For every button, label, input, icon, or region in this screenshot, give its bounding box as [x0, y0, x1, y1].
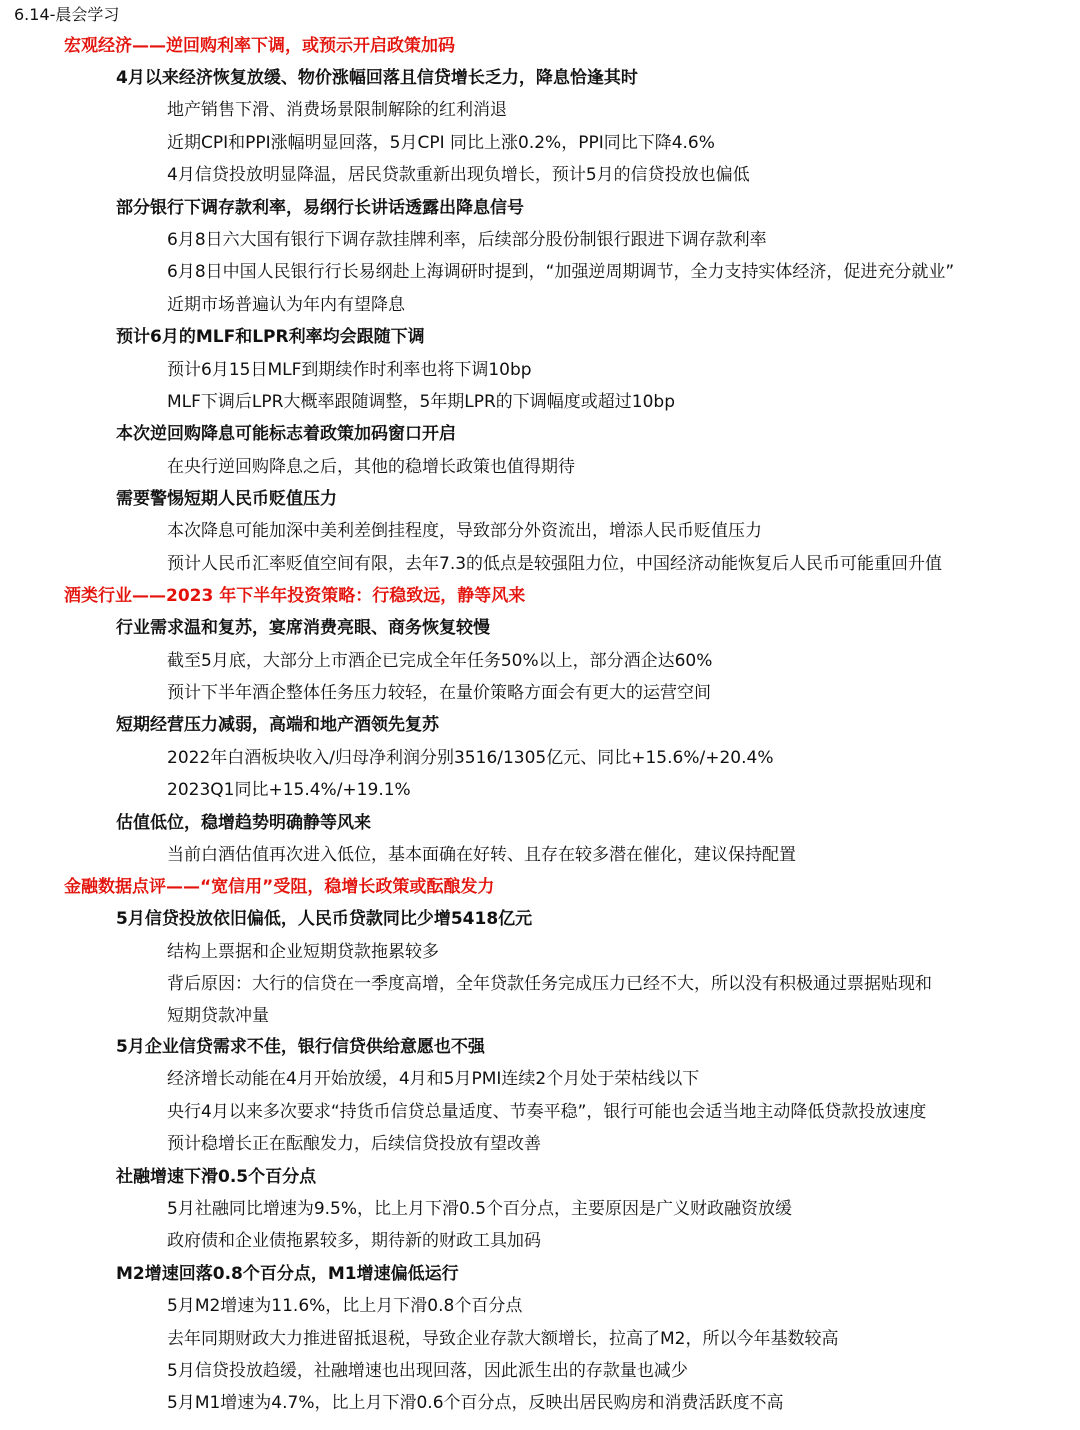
bullet-point: 政府债和企业债拖累较多，期待新的财政工具加码 — [167, 1231, 541, 1252]
bullet-point: 预计人民币汇率贬值空间有限，去年7.3的低点是较强阻力位，中国经济动能恢复后人民币可能重回升值 — [167, 553, 943, 574]
topic-heading: 本次逆回购降息可能标志着政策加码窗口开启 — [116, 424, 456, 445]
bullet-point: 6月8日中国人民银行行长易纲赴上海调研时提到，“加强逆周期调节，全力支持实体经济，促进充分就业” — [167, 262, 955, 283]
document-title: 6.14-晨会学习 — [14, 5, 120, 24]
topic-heading: 估值低位，稳增趋势明确静等风来 — [116, 812, 371, 833]
topic-heading: 需要警惕短期人民币贬值压力 — [116, 489, 337, 510]
bullet-point: 4月信贷投放明显降温，居民贷款重新出现负增长，预计5月的信贷投放也偏低 — [167, 165, 750, 186]
topic-heading: 5月企业信贷需求不佳，银行信贷供给意愿也不强 — [116, 1037, 485, 1058]
bullet-point-continuation: 短期贷款冲量 — [167, 1005, 269, 1026]
topic-heading: 部分银行下调存款利率，易纲行长讲话透露出降息信号 — [116, 197, 524, 218]
bullet-point: 近期CPI和PPI涨幅明显回落，5月CPI 同比上涨0.2%，PPI同比下降4.6% — [167, 132, 715, 153]
bullet-point: 在央行逆回购降息之后，其他的稳增长政策也值得期待 — [167, 456, 575, 477]
outline — [0, 30, 1080, 1420]
bullet-point: 预计下半年酒企整体任务压力较轻，在量价策略方面会有更大的运营空间 — [167, 683, 711, 704]
topic-heading: 预计6月的MLF和LPR利率均会跟随下调 — [116, 327, 425, 348]
bullet-point: 本次降息可能加深中美利差倒挂程度，导致部分外资流出，增添人民币贬值压力 — [167, 521, 762, 542]
topic-heading: 社融增速下滑0.5个百分点 — [116, 1166, 317, 1187]
bullet-point: 5月M1增速为4.7%，比上月下滑0.6个百分点，反映出居民购房和消费活跃度不高 — [167, 1393, 784, 1414]
bullet-point: 地产销售下滑、消费场景限制解除的红利消退 — [167, 100, 507, 121]
bullet-point: 5月社融同比增速为9.5%，比上月下滑0.5个百分点，主要原因是广义财政融资放缓 — [167, 1199, 793, 1219]
topic-heading: 4月以来经济恢复放缓、物价涨幅回落且信贷增长乏力，降息恰逢其时 — [116, 68, 638, 88]
bullet-point: 结构上票据和企业短期贷款拖累较多 — [167, 941, 439, 962]
section-title: 酒类行业——2023 年下半年投资策略：行稳致远，静等风来 — [64, 586, 526, 607]
bullet-point: 5月信贷投放趋缓，社融增速也出现回落，因此派生出的存款量也减少 — [167, 1360, 688, 1381]
bullet-point: 当前白酒估值再次进入低位，基本面确在好转、且存在较多潜在催化，建议保持配置 — [167, 844, 796, 865]
bullet-point: 央行4月以来多次要求“持货币信贷总量适度、节奏平稳”，银行可能也会适当地主动降低贷款投放速度 — [167, 1101, 927, 1122]
bullet-point: 6月8日六大国有银行下调存款挂牌利率，后续部分股份制银行跟进下调存款利率 — [167, 229, 767, 250]
bullet-point: 2022年白酒板块收入/归母净利润分别3516/1305亿元、同比+15.6%/+20.4% — [167, 747, 774, 768]
bullet-point: 5月M2增速为11.6%，比上月下滑0.8个百分点 — [167, 1296, 523, 1317]
bullet-point: 预计稳增长正在酝酿发力，后续信贷投放有望改善 — [167, 1134, 541, 1155]
topic-heading: M2增速回落0.8个百分点，M1增速偏低运行 — [116, 1263, 459, 1284]
bullet-point: 去年同期财政大力推进留抵退税，导致企业存款大额增长，拉高了M2，所以今年基数较高 — [167, 1328, 839, 1349]
bullet-point: 近期市场普遍认为年内有望降息 — [167, 294, 405, 315]
topic-heading: 短期经营压力减弱，高端和地产酒领先复苏 — [116, 715, 439, 736]
topic-heading: 5月信贷投放依旧偏低，人民币贷款同比少增5418亿元 — [116, 909, 533, 930]
bullet-point: 预计6月15日MLF到期续作时利率也将下调10bp — [167, 359, 532, 380]
bullet-point: 截至5月底，大部分上市酒企已完成全年任务50%以上，部分酒企达60% — [167, 650, 713, 671]
topic-heading: 行业需求温和复苏，宴席消费亮眼、商务恢复较慢 — [116, 618, 490, 639]
bullet-point: 2023Q1同比+15.4%/+19.1% — [167, 780, 411, 801]
bullet-point: 背后原因：大行的信贷在一季度高增，全年贷款任务完成压力已经不大，所以没有积极通过票据贴现和 — [167, 974, 932, 995]
bullet-point: MLF下调后LPR大概率跟随调整，5年期LPR的下调幅度或超过10bp — [167, 391, 676, 412]
section-title: 金融数据点评——“宽信用”受阻，稳增长政策或酝酿发力 — [64, 877, 495, 898]
bullet-point: 经济增长动能在4月开始放缓，4月和5月PMI连续2个月处于荣枯线以下 — [167, 1069, 700, 1090]
section-title: 宏观经济——逆回购利率下调，或预示开启政策加码 — [64, 36, 455, 56]
